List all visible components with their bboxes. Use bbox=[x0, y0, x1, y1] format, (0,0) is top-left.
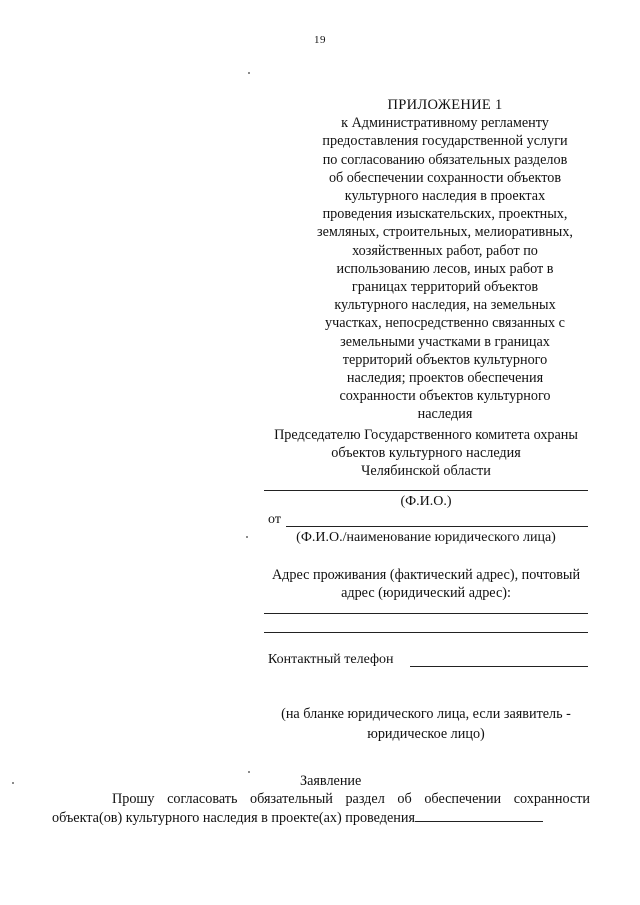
appendix-line: по согласованию обязательных разделов bbox=[322, 151, 568, 168]
from-caption: (Ф.И.О./наименование юридического лица) bbox=[296, 530, 556, 545]
from-blank-line bbox=[286, 526, 588, 527]
note-line: юридическое лицо) bbox=[367, 726, 485, 742]
address-blank-line-1 bbox=[264, 613, 588, 614]
letterhead-note bbox=[262, 704, 590, 744]
appendix-title: ПРИЛОЖЕНИЕ 1 bbox=[387, 97, 503, 113]
appendix-line: границах территорий объектов bbox=[351, 279, 539, 296]
appendix-line: наследия; проектов обеспечения bbox=[346, 370, 544, 387]
appendix-line: к Административному регламенту bbox=[341, 115, 549, 132]
appendix-line: земельными участками в границах bbox=[340, 333, 550, 350]
phone-label: Контактный телефон bbox=[268, 652, 394, 667]
fio-blank-line bbox=[264, 490, 588, 491]
statement-blank-line bbox=[415, 809, 543, 822]
appendix-header bbox=[300, 96, 590, 424]
statement-line-2 bbox=[52, 809, 590, 828]
scan-speck bbox=[248, 72, 250, 74]
appendix-line: участках, непосредственно связанных с bbox=[325, 315, 565, 332]
note-line: (на бланке юридического лица, если заявитель - bbox=[281, 706, 571, 722]
appendix-line: земляных, строительных, мелиоративных, bbox=[317, 224, 573, 241]
appendix-line: хозяйственных работ, работ по bbox=[352, 242, 538, 259]
phone-blank-line bbox=[410, 666, 588, 667]
statement-paragraph bbox=[52, 790, 590, 828]
appendix-line: культурного наследия в проектах bbox=[344, 188, 546, 205]
addressee-block bbox=[262, 426, 590, 480]
scan-speck bbox=[248, 771, 250, 773]
address-line: адрес (юридический адрес): bbox=[341, 585, 511, 601]
addressee-line: Председателю Государственного комитета охраны bbox=[274, 427, 578, 443]
address-block bbox=[262, 566, 590, 602]
addressee-line: объектов культурного наследия bbox=[331, 445, 521, 461]
statement-heading: Заявление bbox=[300, 773, 362, 789]
page-number: 19 bbox=[314, 34, 326, 46]
appendix-line: культурного наследия, на земельных bbox=[334, 297, 556, 314]
appendix-line: проведения изыскательских, проектных, bbox=[322, 206, 568, 223]
address-blank-line-2 bbox=[264, 632, 588, 633]
from-label: от bbox=[268, 512, 281, 527]
scan-speck bbox=[12, 782, 14, 784]
address-line: Адрес проживания (фактический адрес), почтовый bbox=[271, 567, 581, 583]
appendix-line: предоставления государственной услуги bbox=[322, 133, 568, 150]
addressee-line: Челябинской области bbox=[361, 463, 491, 479]
appendix-line: территорий объектов культурного bbox=[342, 351, 548, 368]
appendix-line: об обеспечении сохранности объектов bbox=[328, 169, 562, 186]
appendix-line: использованию лесов, иных работ в bbox=[336, 260, 554, 277]
appendix-line: наследия bbox=[417, 406, 473, 423]
statement-line: объекта(ов) культурного наследия в проекте(ах) проведения bbox=[52, 810, 415, 826]
fio-caption: (Ф.И.О.) bbox=[400, 494, 452, 509]
appendix-line: сохранности объектов культурного bbox=[339, 388, 551, 405]
scan-speck bbox=[246, 536, 248, 538]
statement-line: Прошу согласовать обязательный раздел об обеспечении сохранности bbox=[112, 791, 590, 807]
